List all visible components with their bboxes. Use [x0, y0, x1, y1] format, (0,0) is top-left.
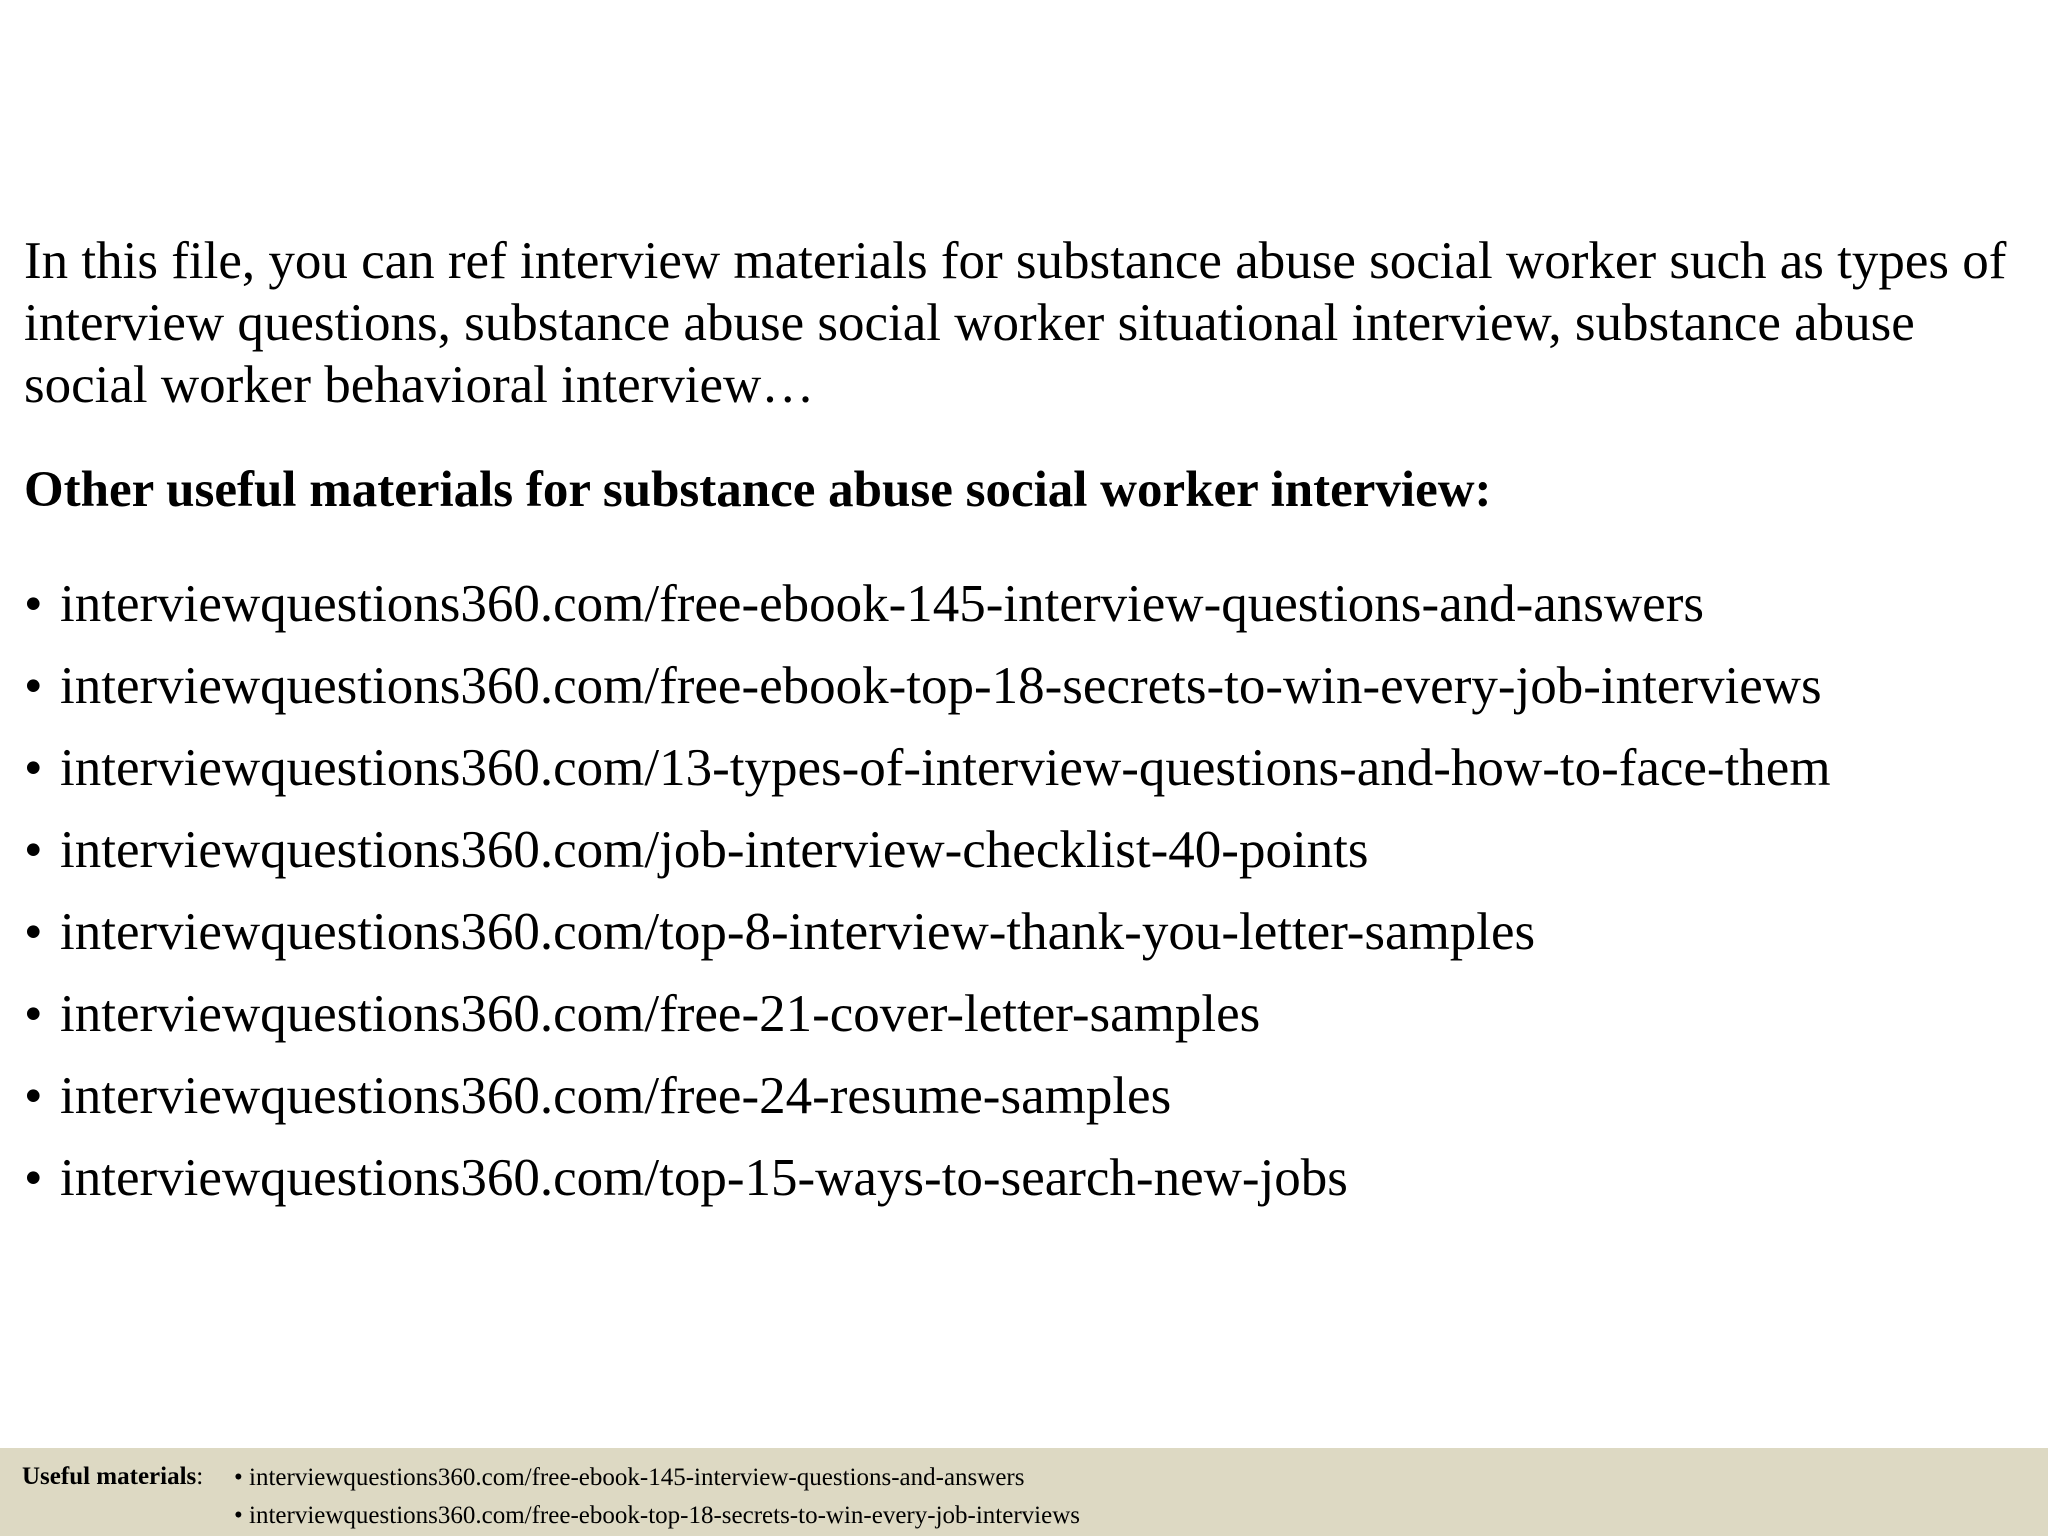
footer-label	[22, 1459, 203, 1495]
bullet-icon: •	[24, 575, 43, 633]
bullet-icon: •	[24, 821, 43, 879]
material-link[interactable]: interviewquestions360.com/top-15-ways-to-search-new-jobs	[60, 1149, 1348, 1207]
intro-paragraph: In this file, you can ref interview materials for substance abuse social worker such as types of interview questions, substance abuse social worker situational interview, substance abuse social worker behavioral interview…	[24, 232, 2007, 414]
bullet-icon: •	[234, 1502, 243, 1529]
bullet-icon: •	[24, 739, 43, 797]
material-link[interactable]: interviewquestions360.com/free-ebook-top-18-secrets-to-win-every-job-interviews	[60, 657, 1822, 715]
bullet-icon: •	[24, 985, 43, 1043]
footer-list-item	[234, 1459, 1080, 1497]
material-link[interactable]: interviewquestions360.com/13-types-of-interview-questions-and-how-to-face-them	[60, 739, 1831, 797]
footer-link[interactable]: interviewquestions360.com/free-ebook-top-18-secrets-to-win-every-job-interviews	[249, 1502, 1080, 1529]
bullet-icon: •	[234, 1464, 243, 1491]
list-item	[24, 809, 1831, 891]
material-link[interactable]: interviewquestions360.com/free-24-resume-samples	[60, 1067, 1172, 1125]
list-item	[24, 1137, 1831, 1219]
bullet-icon: •	[24, 1067, 43, 1125]
material-link[interactable]: interviewquestions360.com/job-interview-checklist-40-points	[60, 821, 1369, 879]
bullet-icon: •	[24, 903, 43, 961]
list-item	[24, 891, 1831, 973]
material-link[interactable]: interviewquestions360.com/free-ebook-145-interview-questions-and-answers	[60, 575, 1704, 633]
footer-label-separator: :	[196, 1463, 204, 1490]
footer-links	[234, 1459, 1080, 1535]
footer-label-text: Useful materials	[22, 1463, 197, 1490]
list-item	[24, 1055, 1831, 1137]
footer-list-item	[234, 1497, 1080, 1535]
list-item	[24, 645, 1831, 727]
materials-heading: Other useful materials for substance abuse social worker interview:	[24, 462, 1492, 518]
list-item	[24, 727, 1831, 809]
materials-list	[24, 563, 1831, 1219]
footer-bar	[0, 1448, 2048, 1536]
bullet-icon: •	[24, 1149, 43, 1207]
material-link[interactable]: interviewquestions360.com/top-8-interview-thank-you-letter-samples	[60, 903, 1536, 961]
material-link[interactable]: interviewquestions360.com/free-21-cover-letter-samples	[60, 985, 1261, 1043]
bullet-icon: •	[24, 657, 43, 715]
list-item	[24, 563, 1831, 645]
list-item	[24, 973, 1831, 1055]
footer-link[interactable]: interviewquestions360.com/free-ebook-145-interview-questions-and-answers	[249, 1464, 1025, 1491]
